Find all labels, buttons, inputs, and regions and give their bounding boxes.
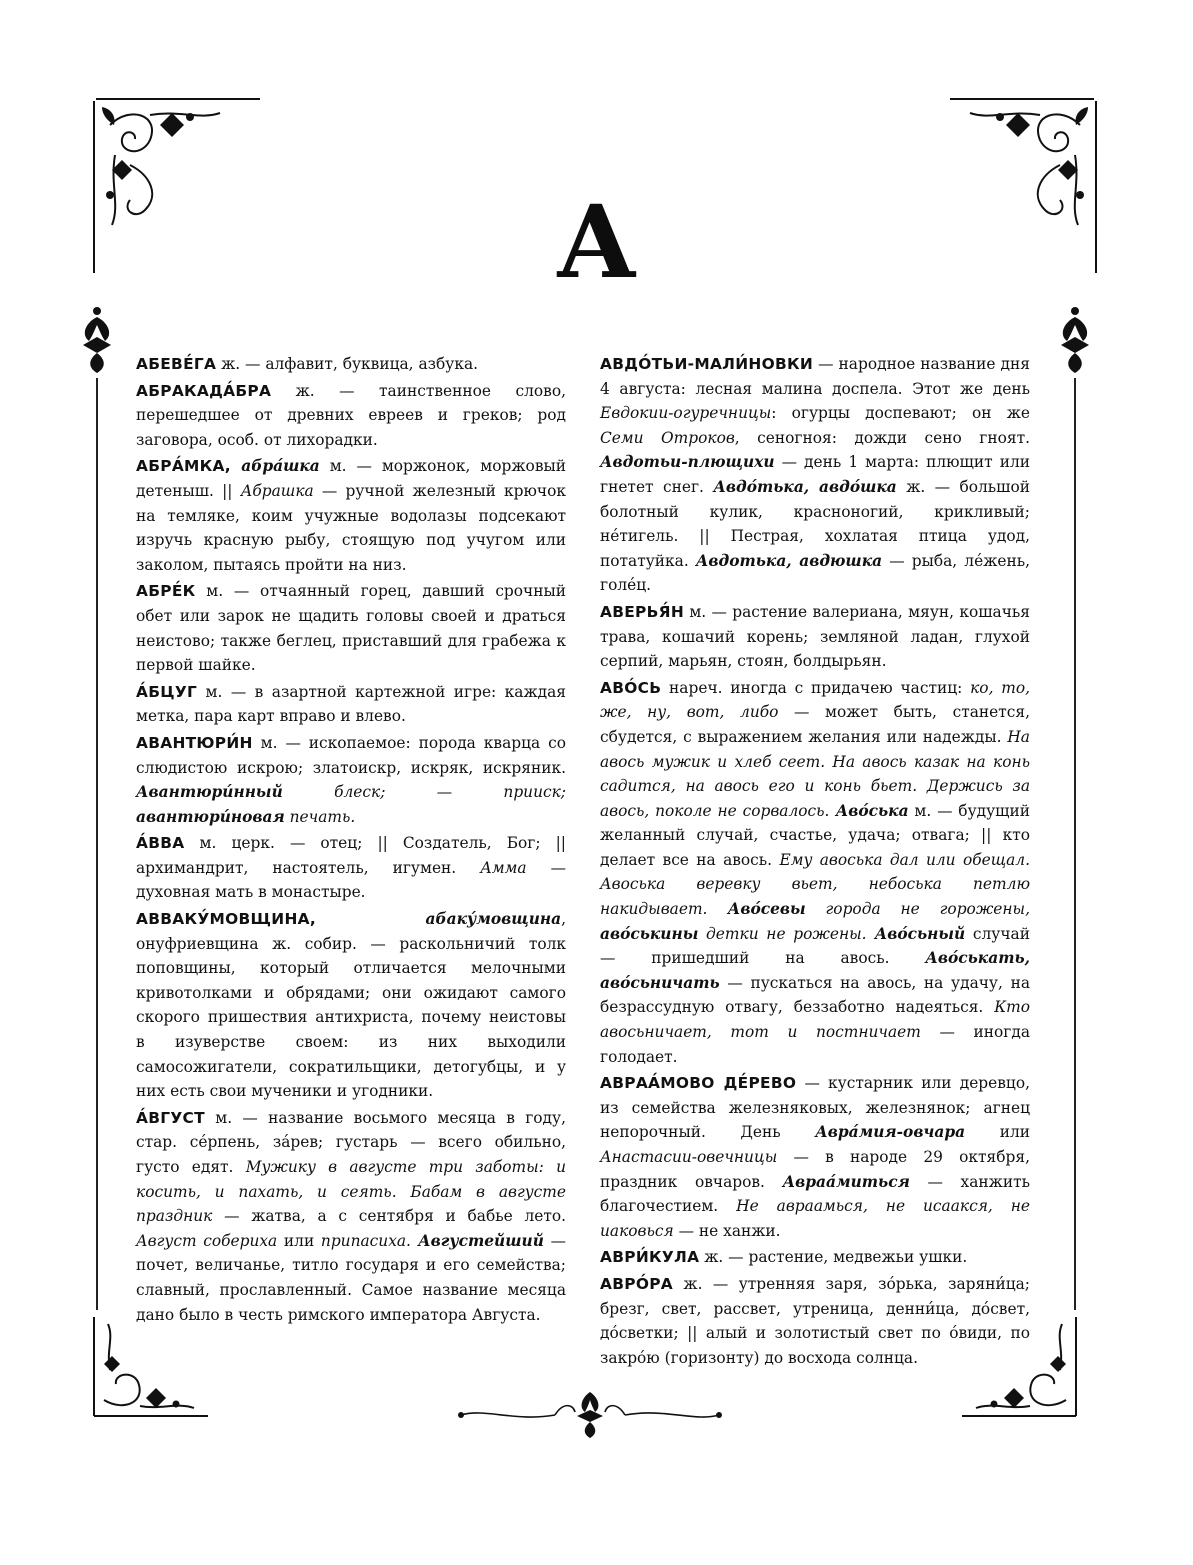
dictionary-entry	[136, 1106, 566, 1327]
entry-headword: АБЕВЕ́ГА	[136, 355, 217, 373]
entry-definition: м. — будущий желанный случай, счастье, удача; отвага; || кто делает все на авось.	[600, 801, 1030, 869]
entry-example: Евдокии-огуречницы	[600, 404, 772, 423]
entry-definition: — жатва, а с сентября и бабье лето.	[212, 1207, 566, 1226]
dictionary-entry	[600, 676, 1030, 1070]
entry-example: Абрашка	[240, 481, 314, 500]
corner-ornament-bottom-left	[90, 1315, 210, 1420]
entry-definition: м. церк. — отец; || Создатель, Бог; || архимандрит, настоятель, игумен.	[136, 834, 566, 877]
dictionary-entry	[136, 352, 566, 377]
entry-definition: : огурцы доспевают; он же	[771, 404, 1030, 423]
entry-derived-word: Авантюри́нный	[136, 783, 283, 802]
entry-example: блеск; — прииск;	[282, 783, 566, 802]
left-column	[136, 352, 566, 1329]
dictionary-entry	[136, 907, 566, 1104]
dictionary-entry	[136, 680, 566, 729]
entry-definition: — народное название дня 4 августа: лесная малина доспела. Этот же день	[600, 355, 1030, 398]
entry-definition: м. — название восьмого месяца в году, стар. се́рпень, за́рев; густарь — всего обильно, густо едят.	[136, 1108, 566, 1176]
entry-headword: АБРЕ́К	[136, 582, 196, 601]
entry-example: Семи Отроков	[600, 428, 735, 447]
dictionary-entry	[136, 379, 566, 453]
entry-derived-word: Аво́севы	[707, 900, 806, 919]
dictionary-entry	[600, 600, 1030, 674]
entry-headword: АВВАКУ́МОВЩИНА,	[136, 910, 316, 929]
dictionary-entry	[600, 1245, 1030, 1270]
entry-headword: АБРА́МКА,	[136, 457, 231, 476]
entry-derived-word: абаку́мовщина	[315, 910, 562, 929]
entry-example: Август собериха	[136, 1231, 278, 1250]
dictionary-entry	[136, 579, 566, 677]
entry-example: печать.	[284, 807, 356, 826]
entry-definition: м. — отчаянный горец, давший срочный обет или зарок не щадить головы своей и драться неистово; также беглец, приставший для грабежа к первой шайке.	[136, 582, 566, 675]
entry-headword: А́ВГУСТ	[136, 1108, 205, 1127]
entry-definition: — пускаться на авось, на удачу, на безрассудную отвагу, беззаботно надеяться.	[600, 973, 1030, 1017]
entry-definition: — ханжить благочестием.	[600, 1172, 1030, 1216]
entry-definition: — может быть, станется, сбудется, с выражением желания или надежды.	[600, 703, 1030, 746]
entry-example: Кто авосьничает, тот и постничает	[600, 998, 1030, 1042]
entry-example: Амма	[480, 858, 527, 877]
entry-derived-word: Августейший	[410, 1231, 544, 1250]
entry-definition: — кустарник или деревцо, из семейства железняковых, железнянок; агнец непорочный. День	[600, 1074, 1030, 1142]
entry-derived-word: Авдо́тька, авдо́шка	[713, 477, 897, 496]
entry-definition: ж. — большой болотный кулик, красноногий, крикливый; не́тигель. || Пестрая, хохлатая птица удод, потатуйка.	[600, 477, 1030, 570]
dictionary-entry	[600, 1272, 1030, 1370]
entry-example: детки не рожены.	[698, 924, 867, 943]
entry-derived-word: Аво́ська	[829, 801, 909, 820]
section-letter: А	[555, 183, 638, 301]
entry-derived-word: авантюри́новая	[136, 807, 285, 826]
entry-definition: или	[965, 1123, 1030, 1142]
entry-definition: ж. — таинственное слово, перешедшее от древних евреев и греков; род заговора, особ. от лихорадки.	[136, 381, 566, 449]
entry-derived-word: Аво́сьный	[866, 924, 966, 943]
entry-derived-word: Авдотька, авдюшка	[695, 551, 883, 570]
entry-headword: АВО́СЬ	[600, 678, 662, 697]
dictionary-entry	[136, 831, 566, 905]
entry-definition: , сеногноя: дожди сено гноят.	[734, 428, 1030, 447]
right-column	[600, 352, 1030, 1372]
side-ornament-left	[75, 305, 119, 375]
entry-derived-word: Авдотьи-плющихи	[600, 453, 775, 472]
entry-derived-word: абра́шка	[230, 457, 320, 476]
dictionary-entry	[136, 454, 566, 577]
left-border-line	[96, 378, 98, 1310]
entry-example: припасиха.	[320, 1231, 411, 1250]
entry-definition: м. — ископаемое: порода кварца со слюдистою искрою; златоискр, искряк, искряник.	[136, 733, 566, 777]
dictionary-entry	[600, 352, 1030, 598]
entry-derived-word: аво́ськины	[600, 924, 699, 943]
entry-headword: А́ВВА	[136, 834, 185, 853]
entry-example: На авось мужик и хлеб сеет. На авось казак на конь садится, на авось его и конь бьет. Держись за авось, поколе не сорвалось.	[600, 727, 1030, 820]
entry-example: Ему авоська дал или обещал. Авоська веревку вьет, небоська петлю накидывает.	[600, 850, 1030, 919]
entry-definition: — почет, величанье, титло государя и его семейства; славный, прославленный. Самое название месяца дано было в честь римского императора Августа.	[136, 1231, 566, 1324]
entry-definition: — духовная мать в монастыре.	[136, 858, 566, 902]
entry-headword: АВАНТЮРИ́Н	[136, 733, 253, 752]
entry-definition: ж. — утренняя заря, зо́рька, заряни́ца; брезг, свет, рассвет, утреница, денни́ца, до́свет, до́светки; || алый и золотистый свет по о́види, по закро́ю (горизонту) до восхода солнца.	[600, 1274, 1030, 1367]
entry-derived-word: Авра́мия-овчара	[815, 1123, 966, 1142]
entry-headword: АВРО́РА	[600, 1274, 673, 1293]
entry-derived-word: Аво́ськать, аво́сьничать	[600, 949, 1030, 992]
entry-example: Мужику в августе три заботы: и косить, и пахать, и сеять. Бабам в августе праздник	[136, 1158, 566, 1226]
entry-example: города не горожены,	[805, 900, 1030, 919]
entry-definition: — ручной железный крючок на темляке, коим учужные водолазы подсекают изручь красную рыбу, стоящую под учугом или заколом, пытаясь пройти на низ.	[136, 481, 566, 574]
entry-definition: — не ханжи.	[673, 1221, 781, 1240]
entry-headword: АВЕРЬЯ́Н	[600, 602, 684, 621]
entry-definition: — день 1 марта: плющит или гнетет снег.	[600, 453, 1030, 496]
entry-derived-word: Авраа́миться	[782, 1172, 910, 1191]
dictionary-entry	[600, 1071, 1030, 1243]
entry-example: Не авраамься, не исаакся, не иаковься	[600, 1197, 1031, 1240]
right-border-line	[1074, 378, 1076, 1310]
entry-headword: АВРИ́КУЛА	[600, 1248, 700, 1267]
entry-headword: А́БЦУГ	[136, 682, 198, 701]
entry-definition: м. — в азартной картежной игре: каждая метка, пара карт вправо и влево.	[136, 682, 566, 726]
bottom-center-ornament	[455, 1390, 725, 1440]
entry-definition: ж. — алфавит, буквица, азбука.	[216, 355, 479, 373]
entry-definition: м. — растение валериана, мяун, кошачья трава, кошачий корень; земляной ладан, глухой серпий, марьян, стоян, болдырьян.	[600, 602, 1030, 671]
dictionary-entry	[136, 731, 566, 829]
entry-headword: АВДО́ТЬИ-МАЛИ́НОВКИ	[600, 355, 814, 373]
side-ornament-right	[1053, 305, 1097, 375]
entry-definition: ж. — растение, медвежьи ушки.	[699, 1248, 968, 1267]
entry-definition: или	[277, 1231, 321, 1250]
entry-definition: , онуфриевщина ж. собир. — раскольничий толк поповщины, который отличается мелочными кривотолками и обрядами; они ожидают самого скорого пришествия антихриста, почему неистовы в изуверстве своем: из них выходили самосожигатели, сократильщики, детогубцы, и у них есть свои мученики и угодники.	[136, 910, 566, 1101]
entry-headword: АБРАКАДА́БРА	[136, 381, 272, 400]
entry-headword: АВРАА́МОВО ДЕ́РЕВО	[600, 1074, 797, 1093]
entry-definition: — рыба, ле́жень, голе́ц.	[600, 551, 1030, 595]
entry-definition: — иногда голодает.	[600, 1023, 1030, 1066]
entry-definition: — в народе 29 октября, праздник овчаров.	[600, 1148, 1030, 1191]
entry-example: Анастасии-овечницы	[600, 1148, 778, 1166]
entry-definition: м. — моржонок, моржовый детеныш. ||	[136, 457, 566, 500]
entry-example: ко, то, же, ну, вот, либо	[600, 678, 1030, 722]
entry-definition: случай — пришедший на авось.	[600, 924, 1030, 968]
entry-definition: нареч. иногда с придачею частиц:	[661, 678, 971, 697]
